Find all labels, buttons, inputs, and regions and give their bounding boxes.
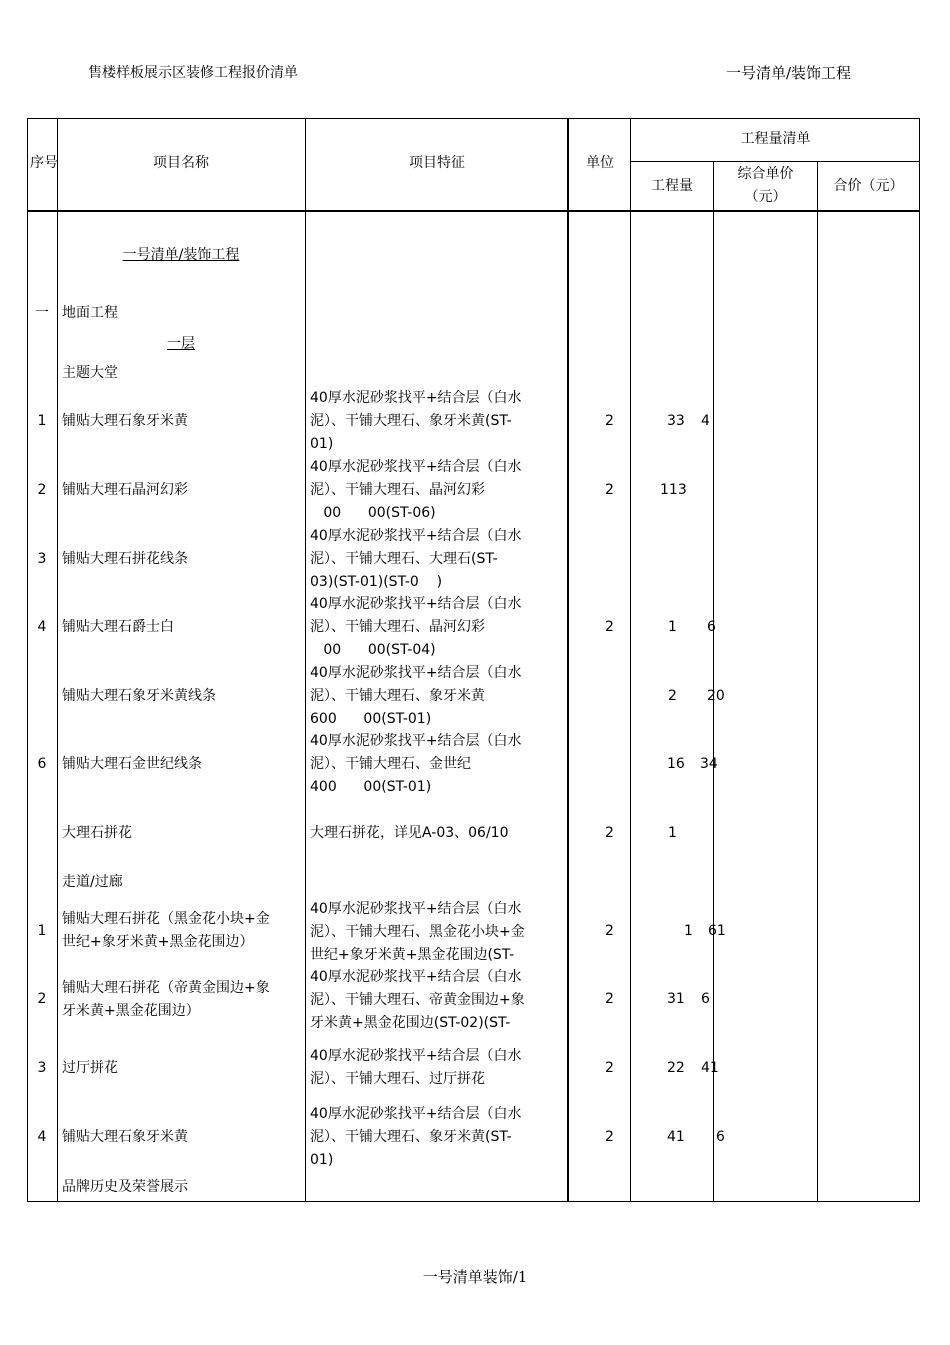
row-feature: 01) bbox=[310, 1152, 334, 1168]
row-unit: 2 bbox=[605, 482, 614, 498]
row-name: 铺贴大理石晶河幻彩 bbox=[62, 482, 188, 498]
section-title: 一号清单/装饰工程 bbox=[122, 247, 240, 263]
row-seq: 1 bbox=[37, 413, 47, 429]
row-feature: 600 00(ST-01) bbox=[310, 711, 432, 727]
row-price: 6 bbox=[716, 1129, 725, 1145]
row-price: 41 bbox=[701, 1060, 719, 1076]
row-feature: 牙米黄+黑金花围边(ST-02)(ST- bbox=[310, 1015, 511, 1031]
col-group-header: 工程量清单 bbox=[740, 131, 811, 147]
row-name: 铺贴大理石象牙米黄 bbox=[62, 1129, 188, 1145]
group-label: 走道/过廊 bbox=[62, 874, 123, 890]
row-feature: 泥）、干铺大理石、象牙米黄 bbox=[310, 688, 485, 704]
row-qty: 113 bbox=[660, 482, 687, 498]
group-label: 品牌历史及荣誉展示 bbox=[62, 1179, 188, 1195]
row-seq: 4 bbox=[37, 1129, 47, 1145]
row-qty: 2 bbox=[668, 688, 677, 704]
col-price-header-line2: （元） bbox=[744, 189, 787, 205]
row-feature: 40厚水泥砂浆找平+结合层（白水 bbox=[310, 1106, 522, 1122]
row-feature: 40厚水泥砂浆找平+结合层（白水 bbox=[310, 665, 522, 681]
row-seq: 4 bbox=[37, 619, 47, 635]
row-unit: 2 bbox=[605, 619, 614, 635]
row-name: 铺贴大理石拼花（黑金花小块+金 bbox=[62, 911, 270, 927]
row-feature: 40厚水泥砂浆找平+结合层（白水 bbox=[310, 596, 522, 612]
row-price: 6 bbox=[701, 991, 710, 1007]
floor-label: 一层 bbox=[167, 336, 195, 352]
row-feature: 泥）、干铺大理石、金世纪 bbox=[310, 756, 471, 772]
col-unit-header: 单位 bbox=[586, 155, 614, 171]
row-feature: 泥）、干铺大理石、象牙米黄(ST- bbox=[310, 1129, 512, 1145]
row-unit: 2 bbox=[605, 923, 614, 939]
row-price: 34 bbox=[700, 756, 718, 772]
row-unit: 2 bbox=[605, 1129, 614, 1145]
row-seq: 6 bbox=[37, 756, 47, 772]
row-name: 过厅拼花 bbox=[62, 1060, 118, 1076]
row-feature: 世纪+象牙米黄+黑金花围边(ST- bbox=[310, 947, 515, 963]
row-seq: 3 bbox=[37, 551, 47, 567]
row-name: 铺贴大理石拼花线条 bbox=[62, 551, 188, 567]
row-feature: 40厚水泥砂浆找平+结合层（白水 bbox=[310, 390, 522, 406]
row-price: 61 bbox=[708, 923, 726, 939]
row-seq: 1 bbox=[37, 923, 47, 939]
row-name: 世纪+象牙米黄+黑金花围边） bbox=[62, 934, 254, 950]
row-unit: 2 bbox=[605, 413, 614, 429]
row-feature: 泥）、干铺大理石、晶河幻彩 bbox=[310, 482, 485, 498]
row-feature: 泥）、干铺大理石、象牙米黄(ST- bbox=[310, 413, 512, 429]
row-price: 20 bbox=[707, 688, 725, 704]
row-feature: 40厚水泥砂浆找平+结合层（白水 bbox=[310, 901, 522, 917]
col-total-header: 合价（元） bbox=[833, 178, 904, 194]
row-seq: 3 bbox=[37, 1060, 47, 1076]
row-qty: 1 bbox=[668, 619, 677, 635]
row-qty: 22 bbox=[667, 1060, 685, 1076]
row-unit: 2 bbox=[605, 1060, 614, 1076]
row-feature: 泥）、干铺大理石、黑金花小块+金 bbox=[310, 924, 525, 940]
category-name: 地面工程 bbox=[62, 305, 118, 321]
row-unit: 2 bbox=[605, 825, 614, 841]
row-qty: 16 bbox=[667, 756, 685, 772]
row-name: 铺贴大理石象牙米黄线条 bbox=[62, 688, 216, 704]
row-name: 铺贴大理石拼花（帝黄金围边+象 bbox=[62, 980, 270, 996]
row-feature: 40厚水泥砂浆找平+结合层（白水 bbox=[310, 969, 522, 985]
row-feature: 01) bbox=[310, 436, 334, 452]
row-feature: 400 00(ST-01) bbox=[310, 779, 432, 795]
row-name: 牙米黄+黑金花围边） bbox=[62, 1003, 200, 1019]
row-feature: 00 00(ST-04) bbox=[310, 642, 436, 658]
col-feature-header: 项目特征 bbox=[409, 155, 465, 171]
col-price-header-line1: 综合单价 bbox=[737, 166, 794, 182]
row-feature: 泥）、干铺大理石、大理石(ST- bbox=[310, 551, 498, 567]
row-feature: 泥）、干铺大理石、过厅拼花 bbox=[310, 1071, 485, 1087]
row-name: 铺贴大理石金世纪线条 bbox=[62, 756, 202, 772]
row-feature: 泥）、干铺大理石、晶河幻彩 bbox=[310, 619, 485, 635]
row-qty: 1 bbox=[684, 923, 693, 939]
row-feature: 泥）、干铺大理石、帝黄金围边+象 bbox=[310, 992, 525, 1008]
row-feature: 40厚水泥砂浆找平+结合层（白水 bbox=[310, 733, 522, 749]
row-qty: 1 bbox=[668, 825, 677, 841]
row-unit: 2 bbox=[605, 991, 614, 1007]
group-label: 主题大堂 bbox=[62, 365, 118, 381]
row-qty: 33 bbox=[667, 413, 685, 429]
row-qty: 31 bbox=[667, 991, 685, 1007]
row-feature: 00 00(ST-06) bbox=[310, 505, 436, 521]
row-qty: 41 bbox=[667, 1129, 685, 1145]
row-seq: 2 bbox=[37, 482, 47, 498]
col-seq-header: 序号 bbox=[30, 155, 58, 171]
page-footer: 一号清单装饰/1 bbox=[422, 1268, 528, 1286]
row-price: 6 bbox=[707, 619, 716, 635]
row-price: 4 bbox=[701, 413, 710, 429]
document-title: 售楼样板展示区装修工程报价清单 bbox=[88, 65, 298, 81]
row-feature: 03)(ST-01)(ST-0 ) bbox=[310, 574, 443, 590]
category-seq: 一 bbox=[35, 305, 49, 321]
row-name: 铺贴大理石象牙米黄 bbox=[62, 413, 188, 429]
col-qty-header: 工程量 bbox=[651, 178, 693, 194]
header-right-label: 一号清单/装饰工程 bbox=[726, 64, 852, 82]
row-name: 大理石拼花 bbox=[62, 825, 132, 841]
col-name-header: 项目名称 bbox=[153, 155, 209, 171]
row-feature: 40厚水泥砂浆找平+结合层（白水 bbox=[310, 459, 522, 475]
row-feature: 40厚水泥砂浆找平+结合层（白水 bbox=[310, 1048, 522, 1064]
row-feature: 40厚水泥砂浆找平+结合层（白水 bbox=[310, 528, 522, 544]
row-seq: 2 bbox=[37, 991, 47, 1007]
row-feature: 大理石拼花，详见A-03、06/10 bbox=[310, 825, 509, 841]
row-name: 铺贴大理石爵士白 bbox=[62, 619, 174, 635]
